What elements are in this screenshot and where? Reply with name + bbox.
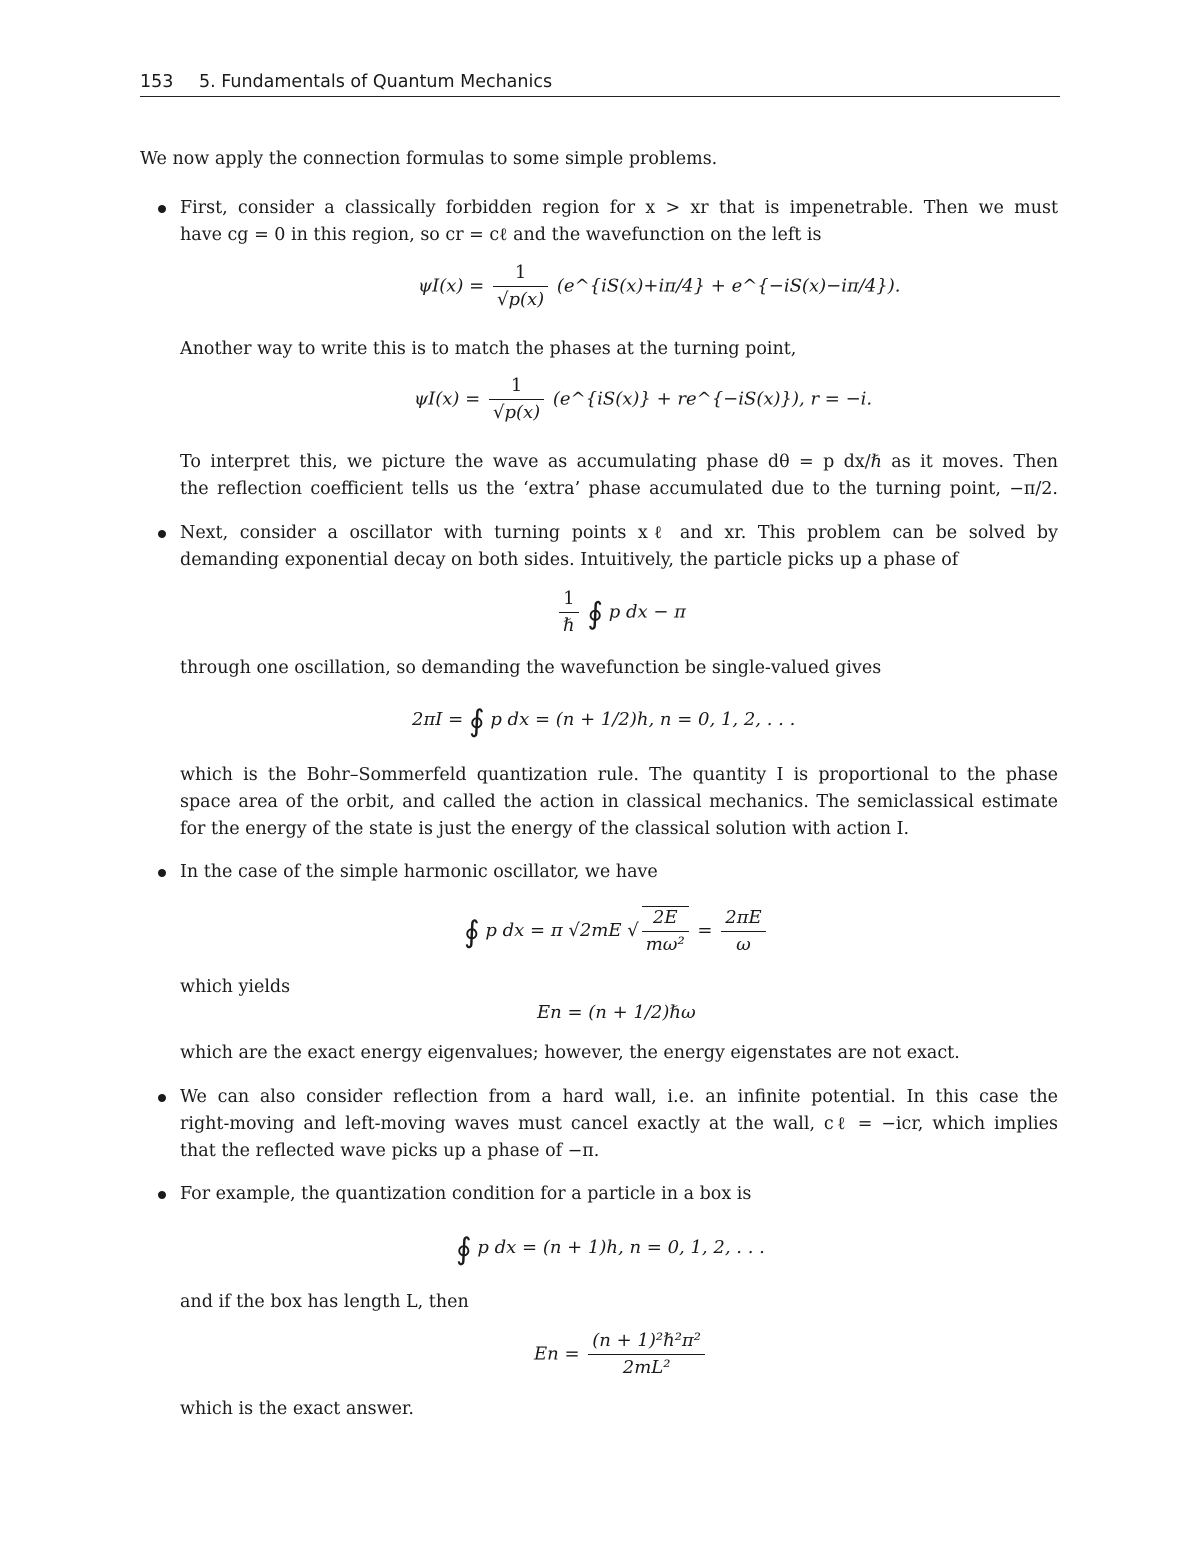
equation-sho-action — [464, 906, 769, 956]
bullet-marker — [158, 205, 166, 213]
bullet-marker — [158, 1094, 166, 1102]
b4-line3: that the reflected wave picks up a phase of −π. — [180, 1141, 600, 1161]
eq-fraction — [721, 907, 765, 956]
contour-integral-symbol: ∮ — [468, 704, 485, 739]
eq-denominator: √p(x) — [496, 289, 545, 310]
eq-fraction — [588, 1330, 705, 1379]
eq-denominator: 2mL² — [622, 1357, 671, 1378]
equation-box-quantization — [456, 1232, 765, 1267]
bullet-marker — [158, 1191, 166, 1199]
eq-numerator: 2πE — [721, 907, 765, 932]
equation-box-energy — [534, 1330, 708, 1379]
b3-line1: In the case of the simple harmonic oscillator, we have — [180, 862, 658, 882]
eq-rhs: (e^{iS(x)+iπ/4} + e^{−iS(x)−iπ/4}). — [556, 275, 901, 297]
eq-lhs: ψI(x) = — [418, 275, 485, 297]
eq-denominator: mω² — [645, 934, 685, 955]
b5-line3: which is the exact answer. — [180, 1399, 414, 1419]
eq-rhs: (e^{iS(x)} + re^{−iS(x)}), r = −i. — [552, 388, 873, 410]
eq-denominator: ℏ — [563, 615, 575, 636]
page-number: 153 — [140, 72, 174, 92]
eq-rest: p dx − π — [608, 601, 686, 623]
b5-line2: and if the box has length L, then — [180, 1292, 469, 1312]
b2-line4: which is the Bohr–Sommerfeld quantization rule. The quantity I is proportional to the phase — [180, 765, 1058, 785]
sqrt-sign: √ — [627, 920, 639, 941]
equation-energy-levels: En = (n + 1/2)ℏω — [537, 1002, 696, 1023]
b2-line5: space area of the orbit, and called the action in classical mechanics. The semiclassical estimate — [180, 792, 1058, 812]
eq-sqrt-fraction — [642, 906, 689, 956]
eq-numerator: (n + 1)²ℏ²π² — [588, 1330, 705, 1355]
eq-fraction — [489, 375, 544, 424]
eq-rhs: p dx = (n + 1)h, n = 0, 1, 2, . . . — [477, 1237, 765, 1258]
bullet-marker — [158, 530, 166, 538]
b2-line2: demanding exponential decay on both sides. Intuitively, the particle picks up a phase of — [180, 550, 959, 570]
eq-numerator: 1 — [489, 375, 544, 400]
eq-numerator: 1 — [493, 262, 548, 287]
intro-paragraph: We now apply the connection formulas to some simple problems. — [140, 149, 718, 169]
eq-lhs: ψI(x) = — [414, 388, 481, 410]
b3-line2: which are the exact energy eigenvalues; however, the energy eigenstates are not exact. — [180, 1043, 960, 1063]
eq-fraction — [493, 262, 548, 311]
equation-bohr-sommerfeld — [412, 704, 795, 739]
equation-psi-2 — [414, 375, 872, 424]
eq-denominator: ω — [736, 933, 751, 955]
eq-mid: p dx = π √2mE — [485, 920, 622, 941]
b2-line3: through one oscillation, so demanding the wavefunction be single-valued gives — [180, 658, 882, 678]
b1-mid: Another way to write this is to match the phases at the turning point, — [180, 339, 797, 359]
b1-line1: First, consider a classically forbidden region for x > xr that is impenetrable. Then we must — [180, 198, 1058, 218]
eq-fraction — [559, 588, 579, 637]
equation-psi-1 — [418, 262, 901, 311]
chapter-title: 5. Fundamentals of Quantum Mechanics — [199, 72, 553, 92]
b2-line6: for the energy of the state is just the energy of the classical solution with action I. — [180, 819, 910, 839]
b2-line1: Next, consider a oscillator with turning points xℓ and xr. This problem can be solved by — [180, 523, 1058, 543]
contour-integral-symbol: ∮ — [456, 1232, 472, 1267]
bullet-marker — [158, 869, 166, 877]
eq-denominator: √p(x) — [492, 402, 541, 423]
running-header — [140, 70, 1060, 97]
b4-line1: We can also consider reflection from a hard wall, i.e. an infinite potential. In this case the — [180, 1087, 1058, 1107]
b1-line2: have cg = 0 in this region, so cr = cℓ and the wavefunction on the left is — [180, 225, 822, 245]
equation-phase — [556, 588, 686, 637]
b1-line3: To interpret this, we picture the wave as accumulating phase dθ = p dx/ℏ as it moves. Then — [180, 452, 1058, 472]
contour-integral-symbol: ∮ — [587, 596, 603, 632]
eq-lhs: 2πI = — [412, 709, 464, 730]
b3-yields: which yields — [180, 977, 291, 997]
eq-lhs: En = — [534, 1343, 580, 1365]
eq-numerator: 1 — [559, 588, 579, 613]
contour-integral-symbol: ∮ — [464, 915, 480, 950]
eq-rhs: p dx = (n + 1/2)h, n = 0, 1, 2, . . . — [490, 709, 796, 730]
eq-numerator: 2E — [642, 907, 689, 932]
b4-line2: right-moving and left-moving waves must cancel exactly at the wall, cℓ = −icr, which implies — [180, 1114, 1058, 1134]
b5-line1: For example, the quantization condition for a particle in a box is — [180, 1184, 752, 1204]
eq-equals: = — [697, 920, 713, 941]
b1-line4: the reflection coefficient tells us the ‘extra’ phase accumulated due to the turning point, −π/2. — [180, 479, 1058, 499]
